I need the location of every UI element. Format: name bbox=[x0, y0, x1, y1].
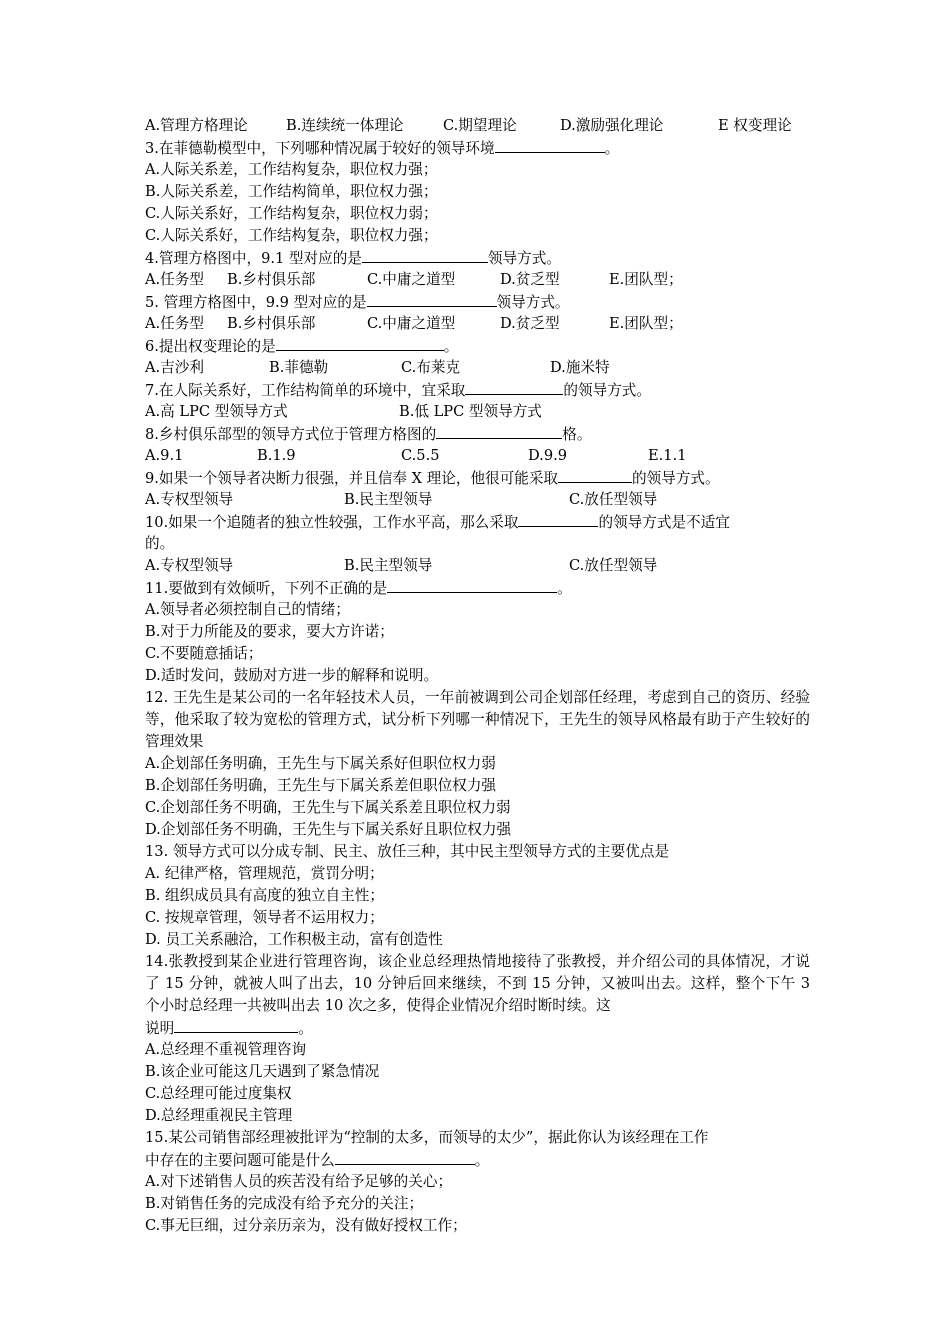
q9-answer-blank bbox=[558, 467, 632, 483]
q4-stem bbox=[145, 247, 810, 269]
q3-option-b: B.人际关系差，工作结构简单，职位权力强； bbox=[145, 183, 438, 200]
q5-stem bbox=[145, 291, 810, 313]
q4-answer-blank bbox=[362, 247, 488, 263]
q7-option-a: A.高 LPC 型领导方式 bbox=[145, 403, 288, 420]
q3-option-a: A.人际关系差，工作结构复杂，职位权力强； bbox=[145, 161, 438, 178]
q12-stem: 12. 王先生是某公司的一名年轻技术人员，一年前被调到公司企划部任经理，考虑到自己的资历、经验等，他采取了较为宽松的管理方式，试分析下列哪一种情况下，王先生的领导风格最有助于产生较好的管理效果 bbox=[145, 689, 810, 750]
q15-stem: 15.某公司销售部经理被批评为“控制的太多，而领导的太少”，据此你认为该经理在工作 bbox=[145, 1129, 709, 1146]
q8-option-a: A.9.1 bbox=[145, 447, 184, 464]
q10-stem bbox=[145, 511, 810, 533]
q7-stem bbox=[145, 379, 810, 401]
q4-stem-end: 领导方式。 bbox=[487, 250, 561, 267]
q14-stem-end-row bbox=[145, 1017, 810, 1039]
q6-stem-end: 。 bbox=[443, 338, 459, 355]
q15-option-a: A.对下述销售人员的疾苦没有给予足够的关心； bbox=[145, 1173, 453, 1190]
q11-option-d: D.适时发问，鼓励对方进一步的解释和说明。 bbox=[145, 667, 439, 684]
q14-stem: 14.张教授到某企业进行管理咨询，该企业总经理热情地接待了张教授，并介绍公司的具体情况，才说了 15 分钟，就被人叫了出去，10 分钟后回来继续，不到 15 分钟，又被叫出去。这样，整个下午 3 个小时总经理一共被叫出去 10 次之多，使得企业情况介绍时断时续。这 bbox=[145, 953, 810, 1014]
q11-stem bbox=[145, 577, 810, 599]
q8-stem-end: 格。 bbox=[562, 426, 592, 443]
q6-option-b: B.菲德勒 bbox=[269, 359, 329, 376]
q3-stem-text: 3.在菲德勒模型中，下列哪种情况属于较好的领导环境 bbox=[145, 140, 495, 157]
q15-stem-end: 。 bbox=[474, 1152, 490, 1169]
q5-answer-blank bbox=[367, 291, 497, 307]
q7-options-row bbox=[145, 401, 810, 423]
q2-option-b: B.连续统一体理论 bbox=[286, 117, 404, 134]
q14-stem-end: 。 bbox=[298, 1020, 313, 1037]
q2-option-d: D.激励强化理论 bbox=[560, 117, 664, 134]
q11-option-c: C.不要随意插话； bbox=[145, 645, 263, 662]
q6-stem-text: 6.提出权变理论的是 bbox=[145, 338, 276, 355]
q3-option-c: C.人际关系好，工作结构复杂，职位权力弱； bbox=[145, 205, 438, 222]
q9-option-b: B.民主型领导 bbox=[344, 491, 433, 508]
q5-stem-end: 领导方式。 bbox=[496, 294, 570, 311]
q10-stem-cont: 的。 bbox=[145, 535, 175, 552]
q10-stem-text: 10.如果一个追随者的独立性较强，工作水平高，那么采取 bbox=[145, 514, 519, 531]
q10-answer-blank bbox=[518, 511, 598, 527]
q2-option-e: E 权变理论 bbox=[718, 117, 792, 134]
q14-answer-blank bbox=[174, 1017, 298, 1033]
q7-option-b: B.低 LPC 型领导方式 bbox=[399, 403, 542, 420]
q8-answer-blank bbox=[436, 423, 562, 439]
q8-option-b: B.1.9 bbox=[257, 447, 296, 464]
exam-page bbox=[145, 115, 810, 1237]
q6-option-d: D.施米特 bbox=[550, 359, 610, 376]
q13-option-c: C. 按规章管理，领导者不运用权力； bbox=[145, 909, 384, 926]
q15-stem-end-row bbox=[145, 1149, 810, 1171]
q5-option-b: B.乡村俱乐部 bbox=[227, 315, 316, 332]
q15-option-c: C.事无巨细，过分亲历亲为，没有做好授权工作； bbox=[145, 1217, 467, 1234]
q6-option-a: A.吉沙利 bbox=[145, 359, 204, 376]
q10-option-c: C.放任型领导 bbox=[569, 557, 658, 574]
q4-option-e: E.团队型； bbox=[609, 271, 683, 288]
q6-answer-blank bbox=[276, 335, 444, 351]
q5-option-a: A.任务型 bbox=[145, 315, 204, 332]
q4-option-b: B.乡村俱乐部 bbox=[227, 271, 316, 288]
q12-option-b: B.企划部任务明确，王先生与下属关系差但职位权力强 bbox=[145, 777, 497, 794]
q14-option-b: B.该企业可能这几天遇到了紧急情况 bbox=[145, 1063, 380, 1080]
q7-stem-end: 的领导方式。 bbox=[563, 382, 651, 399]
q9-option-a: A.专权型领导 bbox=[145, 491, 234, 508]
q8-option-d: D.9.9 bbox=[528, 447, 568, 464]
q4-options-row bbox=[145, 269, 810, 291]
q3-answer-blank bbox=[495, 137, 605, 153]
q6-options-row bbox=[145, 357, 810, 379]
q7-stem-text: 7.在人际关系好，工作结构简单的环境中，宜采取 bbox=[145, 382, 466, 399]
q9-option-c: C.放任型领导 bbox=[569, 491, 658, 508]
q15-stem-text: 中存在的主要问题可能是什么 bbox=[145, 1152, 335, 1169]
q3-stem-end: 。 bbox=[604, 140, 620, 157]
q5-stem-text: 5. 管理方格图中，9.9 型对应的是 bbox=[145, 294, 367, 311]
q4-stem-text: 4.管理方格图中，9.1 型对应的是 bbox=[145, 250, 362, 267]
q9-options-row bbox=[145, 489, 810, 511]
q11-answer-blank bbox=[387, 577, 557, 593]
q4-option-a: A.任务型 bbox=[145, 271, 204, 288]
q3-stem bbox=[145, 137, 810, 159]
q8-stem bbox=[145, 423, 810, 445]
q3-option-d: C.人际关系好，工作结构复杂，职位权力强； bbox=[145, 227, 438, 244]
q11-option-b: B.对于力所能及的要求，要大方许诺； bbox=[145, 623, 394, 640]
q6-stem bbox=[145, 335, 810, 357]
q10-stem-end: 的领导方式是不适宜 bbox=[598, 514, 730, 531]
q8-option-e: E.1.1 bbox=[648, 447, 687, 464]
q8-options-row bbox=[145, 445, 810, 467]
q4-option-d: D.贫乏型 bbox=[500, 271, 560, 288]
q8-stem-text: 8.乡村俱乐部型的领导方式位于管理方格图的 bbox=[145, 426, 437, 443]
q10-option-a: A.专权型领导 bbox=[145, 557, 234, 574]
q10-option-b: B.民主型领导 bbox=[344, 557, 433, 574]
q14-option-d: D.总经理重视民主管理 bbox=[145, 1107, 293, 1124]
q5-option-d: D.贫乏型 bbox=[500, 315, 560, 332]
q15-option-b: B.对销售任务的完成没有给予充分的关注； bbox=[145, 1195, 424, 1212]
q8-option-c: C.5.5 bbox=[401, 447, 440, 464]
q13-option-b: B. 组织成员具有高度的独立自主性； bbox=[145, 887, 384, 904]
q7-answer-blank bbox=[465, 379, 563, 395]
q2-options-row bbox=[145, 115, 810, 137]
q12-option-c: C.企划部任务不明确，王先生与下属关系差且职位权力弱 bbox=[145, 799, 511, 816]
q14-option-a: A.总经理不重视管理咨询 bbox=[145, 1041, 307, 1058]
q12-option-a: A.企划部任务明确，王先生与下属关系好但职位权力弱 bbox=[145, 755, 496, 772]
q11-stem-end: 。 bbox=[557, 580, 572, 597]
q2-option-a: A.管理方格理论 bbox=[145, 117, 248, 134]
q5-option-e: E.团队型； bbox=[609, 315, 683, 332]
q9-stem-end: 的领导方式。 bbox=[632, 470, 720, 487]
q12-option-d: D.企划部任务不明确，王先生与下属关系好且职位权力强 bbox=[145, 821, 512, 838]
q9-stem bbox=[145, 467, 810, 489]
q2-option-c: C.期望理论 bbox=[443, 117, 517, 134]
q13-option-a: A. 纪律严格，管理规范，赏罚分明； bbox=[145, 865, 384, 882]
q9-stem-text: 9.如果一个领导者决断力很强，并且信奉 X 理论，他很可能采取 bbox=[145, 470, 559, 487]
q13-stem: 13. 领导方式可以分成专制、民主、放任三种，其中民主型领导方式的主要优点是 bbox=[145, 843, 670, 860]
q13-option-d: D. 员工关系融洽，工作积极主动，富有创造性 bbox=[145, 931, 443, 948]
q5-option-c: C.中庸之道型 bbox=[367, 315, 456, 332]
q14-option-c: C.总经理可能过度集权 bbox=[145, 1085, 292, 1102]
q11-stem-text: 11.要做到有效倾听，下列不正确的是 bbox=[145, 580, 388, 597]
q10-options-row bbox=[145, 555, 810, 577]
q11-option-a: A.领导者必须控制自己的情绪； bbox=[145, 601, 350, 618]
q14-stem-text: 说明 bbox=[145, 1020, 175, 1037]
q6-option-c: C.布莱克 bbox=[401, 359, 461, 376]
q4-option-c: C.中庸之道型 bbox=[367, 271, 456, 288]
q15-answer-blank bbox=[335, 1149, 475, 1165]
q5-options-row bbox=[145, 313, 810, 335]
